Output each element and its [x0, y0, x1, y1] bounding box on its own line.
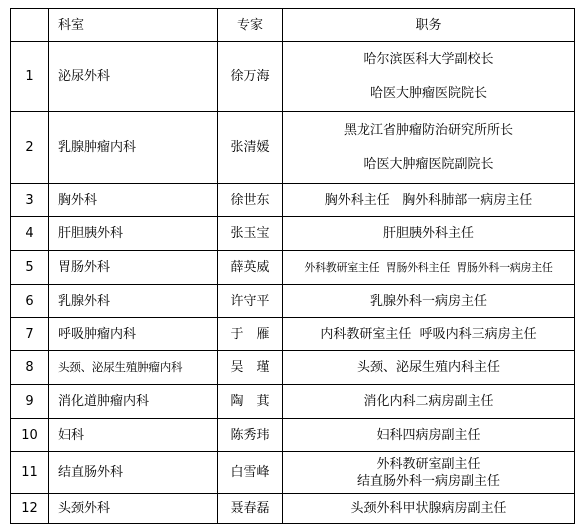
- table-row: [11, 351, 575, 385]
- position-line: 哈尔滨医科大学副校长: [363, 52, 494, 67]
- row-department: 泌尿外科: [49, 42, 218, 112]
- header-position: 职务: [283, 9, 575, 42]
- row-position: [283, 385, 575, 419]
- row-number: 9: [11, 385, 49, 419]
- position-line: 肝胆胰外科主任: [382, 226, 474, 241]
- position-line: 外科教研室副主任: [376, 456, 481, 472]
- row-department: 消化道肿瘤内科: [49, 385, 218, 419]
- table-row: [11, 217, 575, 251]
- row-number: 10: [11, 419, 49, 452]
- row-department: 胃肠外科: [49, 251, 218, 285]
- header-expert: 专家: [218, 9, 283, 42]
- row-position: [283, 351, 575, 385]
- table-header-row: [11, 9, 575, 42]
- row-number: 6: [11, 285, 49, 318]
- row-expert: 陈秀玮: [218, 419, 283, 452]
- row-expert: 张玉宝: [218, 217, 283, 251]
- row-position: [283, 251, 575, 285]
- table-row: [11, 112, 575, 184]
- row-department: 呼吸肿瘤内科: [49, 318, 218, 351]
- row-expert: 吴 瑾: [218, 351, 283, 385]
- position-line: 黑龙江省肿瘤防治研究所所长: [343, 123, 513, 138]
- position-line: 妇科四病房副主任: [376, 427, 481, 443]
- row-number: 8: [11, 351, 49, 385]
- row-expert: 张清媛: [218, 112, 283, 184]
- row-department: 肝胆胰外科: [49, 217, 218, 251]
- row-expert: 薛英威: [218, 251, 283, 285]
- table-row: [11, 318, 575, 351]
- row-number: 1: [11, 42, 49, 112]
- position-line: 内科教研室主任 呼吸内科三病房主任: [320, 326, 537, 342]
- row-number: 5: [11, 251, 49, 285]
- row-position: [283, 318, 575, 351]
- row-position: [283, 184, 575, 217]
- position-line: 胸外科主任 胸外科肺部一病房主任: [324, 192, 533, 208]
- row-number: 4: [11, 217, 49, 251]
- table-row: [11, 385, 575, 419]
- row-department: 乳腺肿瘤内科: [49, 112, 218, 184]
- row-position: [283, 217, 575, 251]
- row-expert: 许守平: [218, 285, 283, 318]
- row-department: 头颈外科: [49, 494, 218, 524]
- row-position: [283, 452, 575, 494]
- position-line: 乳腺外科一病房主任: [369, 293, 487, 309]
- header-number: [11, 9, 49, 42]
- row-department: 头颈、泌尿生殖肿瘤内科: [49, 351, 218, 385]
- row-position: [283, 419, 575, 452]
- table-row: [11, 285, 575, 318]
- header-department: 科室: [49, 9, 218, 42]
- row-number: 11: [11, 452, 49, 494]
- row-department: 胸外科: [49, 184, 218, 217]
- row-position: [283, 285, 575, 318]
- row-expert: 于 雁: [218, 318, 283, 351]
- row-number: 3: [11, 184, 49, 217]
- table-row: [11, 452, 575, 494]
- row-expert: 陶 萁: [218, 385, 283, 419]
- row-position: [283, 494, 575, 524]
- table-row: [11, 184, 575, 217]
- experts-table: [10, 8, 575, 524]
- table-row: [11, 251, 575, 285]
- row-department: 乳腺外科: [49, 285, 218, 318]
- row-number: 12: [11, 494, 49, 524]
- table-row: [11, 419, 575, 452]
- position-line: 消化内科二病房副主任: [363, 394, 494, 409]
- row-expert: 白雪峰: [218, 452, 283, 494]
- position-line: 哈医大肿瘤医院副院长: [363, 157, 494, 172]
- row-department: 结直肠外科: [49, 452, 218, 494]
- row-department: 妇科: [49, 419, 218, 452]
- position-line: 外科教研室主任 胃肠外科主任 胃肠外科一病房主任: [304, 261, 553, 274]
- table-row: [11, 494, 575, 524]
- position-line: 哈医大肿瘤医院院长: [369, 86, 487, 101]
- row-number: 2: [11, 112, 49, 184]
- position-line: 头颈、泌尿生殖内科主任: [356, 360, 500, 375]
- position-line: 头颈外科甲状腺病房副主任: [350, 501, 507, 516]
- row-expert: 徐世东: [218, 184, 283, 217]
- row-number: 7: [11, 318, 49, 351]
- row-expert: 聂春磊: [218, 494, 283, 524]
- row-expert: 徐万海: [218, 42, 283, 112]
- row-position: [283, 42, 575, 112]
- row-position: [283, 112, 575, 184]
- table-row: [11, 42, 575, 112]
- position-line: 结直肠外科一病房副主任: [356, 473, 500, 489]
